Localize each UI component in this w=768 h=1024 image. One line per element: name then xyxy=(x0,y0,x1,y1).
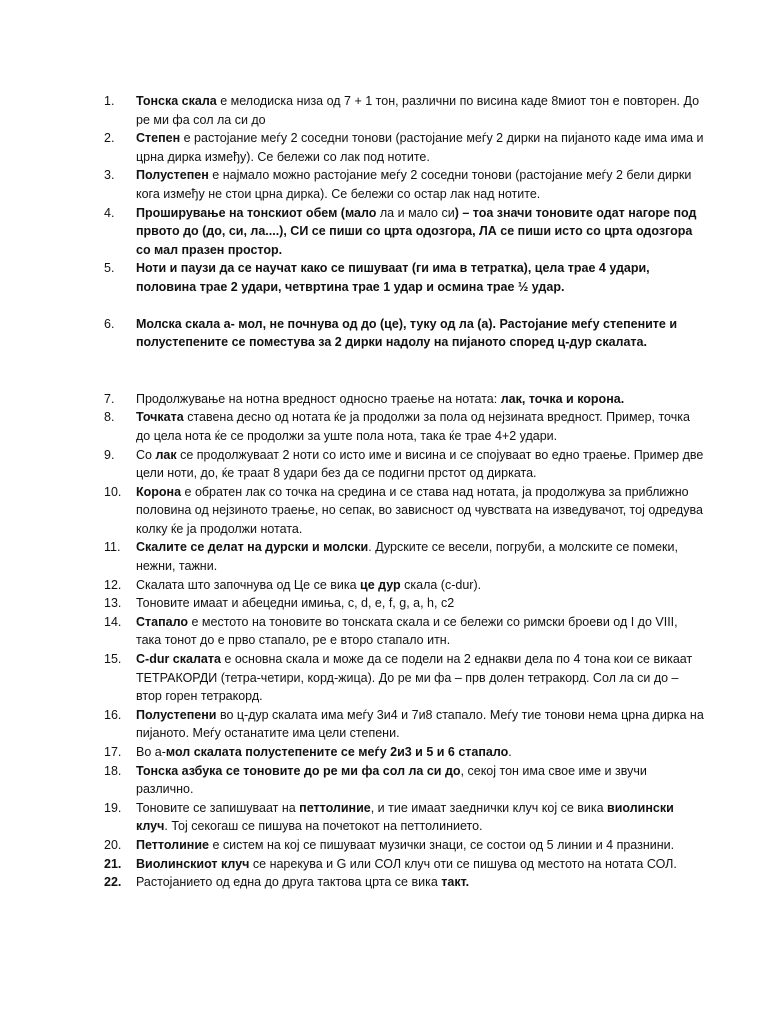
list-item-text: . Дурските се весели, погруби, а молските се помеки, нежни, тажни. xyxy=(136,540,678,574)
list-item xyxy=(104,576,704,595)
list-item-text: Тоновите се запишуваат на xyxy=(136,800,300,815)
list-item xyxy=(104,129,704,166)
list-item xyxy=(104,204,704,260)
list-item-text: Продолжување на нотна вредност односно траење на нотата: xyxy=(136,391,501,406)
list-item-text: це дур xyxy=(360,577,401,592)
list-item-text: е најмало можно растојание меѓу 2 соседни тонови (растојание меѓу 2 бели дирки кога између не стои црна дирка). Се бележи со остар лак над нотите. xyxy=(136,168,692,201)
list-item-text: Точката xyxy=(136,410,184,425)
list-item-text: е местото на тоновите во тонската скала и се бележи со римски броеви од I до VIII, така тонот до е прво стапало, ре е второ стапало итн. xyxy=(136,614,678,648)
list-item-text: Со xyxy=(136,447,156,462)
list-item xyxy=(104,259,704,296)
list-item-text: скала (c-dur). xyxy=(400,577,482,592)
list-item xyxy=(104,483,704,539)
list-item-text: Полустепени xyxy=(136,707,217,722)
list-item-number: 15. xyxy=(104,652,122,667)
list-item-text: Скалата што започнува од Це се вика xyxy=(136,577,361,592)
list-item-text: ла и мало си xyxy=(379,205,455,220)
list-item xyxy=(104,650,704,706)
list-item-text: такт. xyxy=(441,875,470,890)
list-item-text: Полустепен xyxy=(136,168,209,183)
list-item-number: 7. xyxy=(104,391,115,406)
list-item-text: C-dur скалата xyxy=(136,652,221,667)
list-item-number: 1. xyxy=(104,94,115,108)
list-item-text: Тонска азбука се тоновите до ре ми фа сол ла си до xyxy=(136,763,461,778)
list-item-text: е систем на кој се пишуваат музички знаци, се состои од 5 линии и 4 празнини. xyxy=(209,837,675,852)
list-item-number: 10. xyxy=(104,484,122,499)
list-item-text: е растојание меѓу 2 соседни тонови (растојание меѓу 2 дирки на пијаното каде има има и црна дирка између). Се бележи со лак под нотите. xyxy=(136,131,704,164)
list-item-text: петтолиние xyxy=(299,800,371,815)
list-item-text: лак, точка и корона. xyxy=(500,391,625,406)
list-item-text: Тонска скала xyxy=(136,94,217,108)
list-item-text: Корона xyxy=(136,484,182,499)
list-item-number: 18. xyxy=(104,763,122,778)
list-item-text: е обратен лак со точка на средина и се става над нотата, ја продолжува за приближно половина од нејзиното траење, но сепак, во зависност од чувствата на изведувачот, тој одредува колку ќе ја продолжи нотата. xyxy=(136,484,703,536)
list-item-text: Скалите се делат на дурски и молски xyxy=(136,540,369,555)
list-item-text: Проширување на тонскиот обем (мало xyxy=(136,205,380,220)
list-item xyxy=(104,799,704,836)
list-item xyxy=(104,408,704,445)
list-item xyxy=(104,855,704,874)
list-item-text: се продолжуваат 2 ноти со исто име и висина и се спојуваат во едно траење. Пример две цели ноти, до, ќе траат 8 удари без да се подигни прстот од дирката. xyxy=(136,447,704,481)
list-item-number: 11. xyxy=(104,540,121,555)
list-item xyxy=(104,594,704,613)
list-item xyxy=(104,613,704,650)
list-item-text: , секој тон има свое име и звучи различно. xyxy=(136,763,647,797)
list-item-number: 12. xyxy=(104,577,122,592)
list-item xyxy=(104,390,704,409)
list-item-number: 13. xyxy=(104,596,122,611)
list-item-number: 22. xyxy=(104,875,122,890)
list-item-number: 20. xyxy=(104,837,122,852)
list-item xyxy=(104,166,704,203)
list-item xyxy=(104,836,704,855)
list-item xyxy=(104,538,704,575)
list-item-number: 16. xyxy=(104,707,122,722)
list-item xyxy=(104,446,704,483)
list-item-text: виолински клуч xyxy=(136,800,674,834)
list-item xyxy=(104,762,704,799)
list-item-text: Растојанието од една до друга тактова црта се вика xyxy=(136,875,442,890)
numbered-list xyxy=(104,92,704,892)
list-item-text: Стапало xyxy=(136,614,189,629)
list-item xyxy=(104,315,704,352)
list-item-text: се нарекува и G или СОЛ клуч оти се пишува од местото на нотата СОЛ. xyxy=(249,856,677,871)
list-item-number: 19. xyxy=(104,800,122,815)
list-item xyxy=(104,873,704,892)
list-item-number: 21. xyxy=(104,856,122,871)
list-item-text: . xyxy=(508,745,512,759)
list-item xyxy=(104,92,704,129)
list-item-text: , и тие имаат заеднички клуч кој се вика xyxy=(370,800,608,815)
list-item-text: ) – тоа значи тоновите одат нагоре под првото до (до, си, ла....), СИ се пиши со црта одозгора, ЛА се пиши исто со црта одозгора со мал празен простор. xyxy=(136,205,697,257)
list-item-text: мол скалата полустепените се меѓу 2и3 и 5 и 6 стапало xyxy=(165,745,509,759)
list-item-number: 17. xyxy=(104,745,122,759)
list-item-text: Во а- xyxy=(136,745,166,759)
list-item-text: е основна скала и може да се подели на 2 еднакви дела по 4 тона кои се викаат ТЕТРАКОРДИ (тетра-четири, корд-жица). До ре ми фа – прв долен тетракорд. Сол ла си до – втор горен тетракорд. xyxy=(136,652,693,704)
list-item-text: ставена десно од нотата ќе ја продолжи за пола од нејзината вредност. Пример, точка до цела нота ќе се продолжи за уште пола нота, така ќе трае 4+2 удари. xyxy=(136,410,690,443)
list-item-number: 8. xyxy=(104,410,115,425)
list-item-number: 6. xyxy=(104,316,115,331)
list-item-text: во ц-дур скалата има меѓу 3и4 и 7и8 стапало. Меѓу тие тонови нема црна дирка на пијаното. Меѓу останатите има цели степени. xyxy=(136,707,704,741)
list-item-text: Виолинскиот клуч xyxy=(136,856,250,871)
list-item-number: 14. xyxy=(104,614,122,629)
list-item-number: 4. xyxy=(104,205,115,220)
list-item xyxy=(104,743,704,762)
list-item-text: Молска скала а- мол, не почнува од до (це), туку од ла (а). Растојание меѓу степените и полустепените се поместува за 2 дирки надолу на пијаното според ц-дур скалата. xyxy=(136,316,678,350)
list-item-text: Тоновите имаат и абецедни имиња, c, d, e, f, g, a, h, c2 xyxy=(136,596,455,611)
list-item-text: Ноти и паузи да се научат како се пишуваат (ги има в тетратка), цела трае 4 удари, половина трае 2 удари, четвртина трае 1 удар и осмина трае ½ удар. xyxy=(136,261,650,294)
list-item-number: 5. xyxy=(104,261,115,276)
list-item-text: лак xyxy=(155,447,177,462)
list-item-number: 3. xyxy=(104,168,115,183)
list-item-text: Степен xyxy=(136,131,181,146)
list-item-number: 2. xyxy=(104,131,115,146)
list-item-text: . Тој секогаш се пишува на почетокот на петтолинието. xyxy=(164,819,483,834)
list-item-number: 9. xyxy=(104,447,115,462)
list-item-text: е мелодиска низа од 7 + 1 тон, различни по висина каде 8миот тон е повторен. До ре ми фа сол ла си до xyxy=(136,94,700,127)
list-item xyxy=(104,706,704,743)
list-item-text: Петтолиние xyxy=(136,837,209,852)
